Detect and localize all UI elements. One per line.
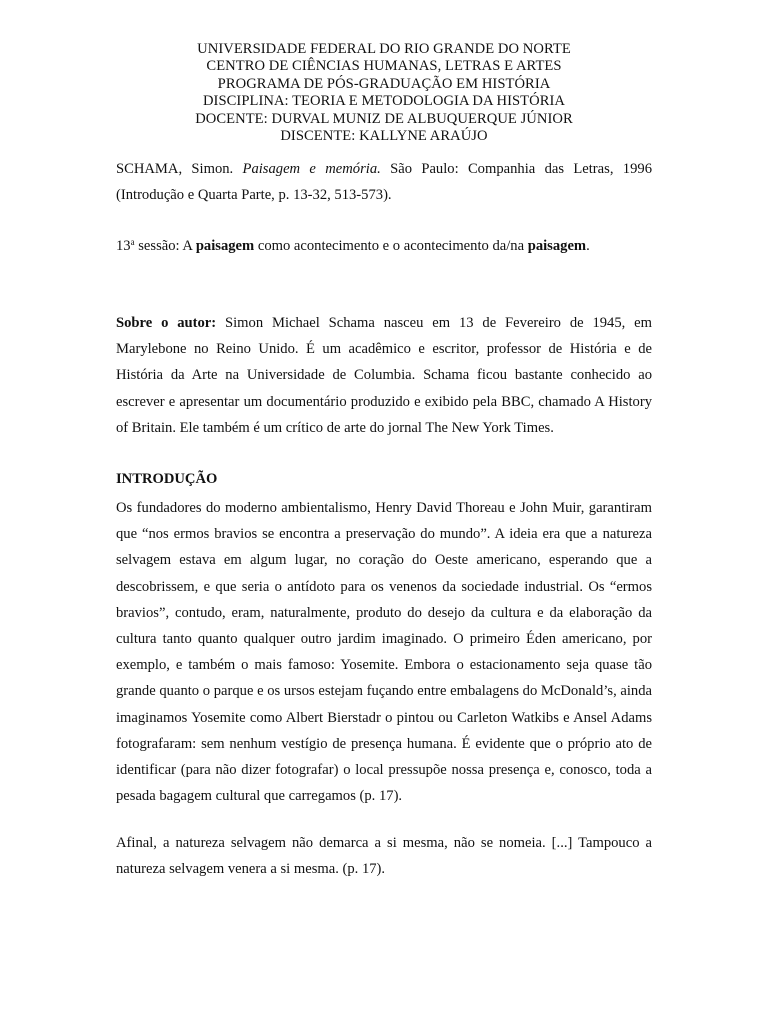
about-label: Sobre o autor: (116, 315, 217, 331)
session-text-2: como acontecimento e o acontecimento da/na (254, 238, 528, 254)
session-keyword-2: paisagem (527, 238, 587, 254)
header-discipline: DISCIPLINA: TEORIA E METODOLOGIA DA HISTÓRIA (202, 93, 566, 110)
session-line (116, 233, 652, 259)
about-author-section (116, 310, 652, 441)
quote-text: Afinal, a natureza selvagem não demarca a si mesma, não se nomeia. [...] Tampouco a natureza selvagem venera a si mesma. (p. 17). (116, 835, 652, 878)
introduction-paragraph (116, 495, 652, 809)
header-center: CENTRO DE CIÊNCIAS HUMANAS, LETRAS E ARTES (206, 58, 562, 75)
reference-author: SCHAMA, Simon. (116, 161, 243, 177)
about-text: Simon Michael Schama nasceu em 13 de Fevereiro de 1945, em Marylebone no Reino Unido. É um acadêmico e escritor, professor de História e de História da Arte na Universidade de Columbia. Schama ficou bastante conhecido ao escrever e apresentar um documentário produzido e exibido pela BBC, chamado A History of Britain. Ele também é um crítico de arte do jornal The New York Times. (116, 315, 652, 436)
header-program: PROGRAMA DE PÓS-GRADUAÇÃO EM HISTÓRIA (217, 75, 551, 92)
session-end: . (586, 238, 590, 254)
header-student: DISCENTE: KALLYNE ARAÚJO (280, 128, 488, 145)
reference-title: Paisagem e memória. (242, 161, 381, 177)
session-text-1: sessão: A (134, 238, 196, 254)
header-professor: DOCENTE: DURVAL MUNIZ DE ALBUQUERQUE JÚNIOR (195, 110, 573, 127)
session-number: 13 (116, 238, 131, 254)
introduction-text: Os fundadores do moderno ambientalismo, Henry David Thoreau e John Muir, garantiram que “nos ermos bravios se encontra a preservação do mundo”. A ideia era que a natureza selvagem estava em algum lugar, no coração do Oeste americano, esperando que a descobrissem, e que seria o antídoto para os venenos da sociedade industrial. Os “ermos bravios”, contudo, eram, naturalmente, produto do desejo da cultura e da elaboração da cultura tanto quanto qualquer outro jardim imaginado. O primeiro Éden americano, por exemplo, e também o mais famoso: Yosemite. Embora o estacionamento seja quase tão grande quanto o parque e os ursos estejam fuçando entre embalagens do McDonald’s, ainda imaginamos Yosemite como Albert Bierstadr o pintou ou Carleton Watkibs e Ansel Adams fotografaram: sem nenhum vestígio de presença humana. É evidente que o próprio ato de identificar (para não dizer fotografar) o local pressupõe nossa presença e, conosco, toda a pesada bagagem cultural que carregamos (p. 17). (116, 500, 652, 805)
reference-details: São Paulo: Companhia das Letras, 1996 (Introdução e Quarta Parte, p. 13-32, 513-573). (116, 161, 652, 204)
session-ordinal: a (130, 237, 135, 247)
quote-paragraph (116, 830, 652, 882)
introduction-heading: INTRODUÇÃO (116, 471, 218, 487)
bibliographic-reference (116, 156, 652, 208)
document-header (116, 41, 652, 145)
session-keyword-1: paisagem (195, 238, 255, 254)
header-university: UNIVERSIDADE FEDERAL DO RIO GRANDE DO NORTE (197, 41, 571, 57)
